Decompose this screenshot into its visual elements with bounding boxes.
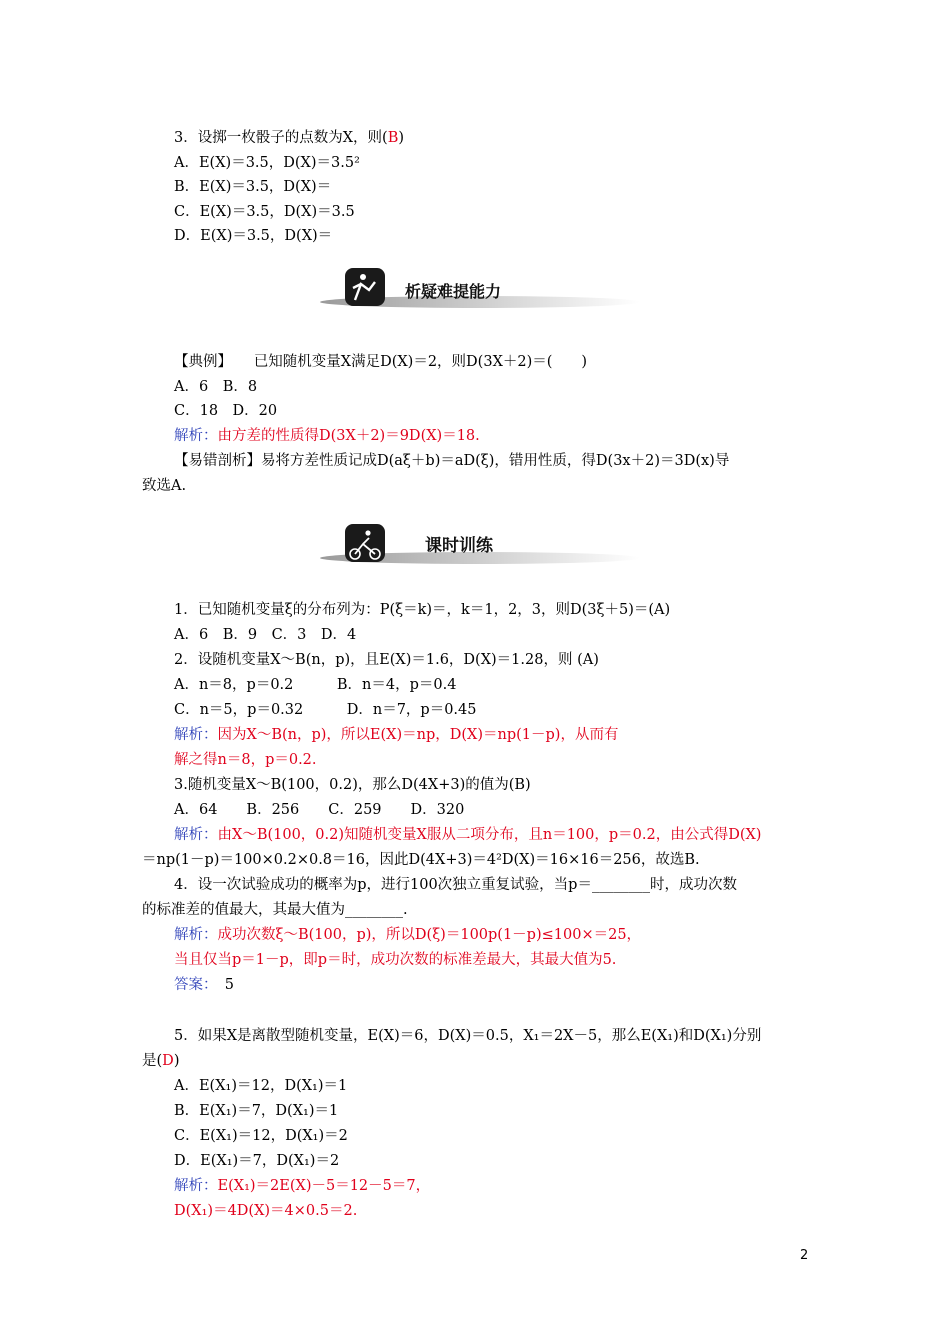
practice-q2-stem: 2．设随机变量X～B(n，p)，且E(X)＝1.6，D(X)＝1.28，则 (A) [174, 652, 599, 668]
practice-q5-solution-1: 解析：E(X₁)＝2E(X)－5＝12－5＝7， [174, 1178, 431, 1194]
q3-stem: 3．设掷一枚骰子的点数为X，则(B) [174, 130, 405, 146]
practice-q5-option-b: B．E(X₁)＝7，D(X₁)＝1 [174, 1103, 339, 1119]
practice-q3-solution-1: 解析：由X～B(100，0.2)知随机变量X服从二项分布，且n＝100，p＝0.2，由公式得D(X) [174, 827, 762, 843]
banner-text: 析疑难提能力 [405, 282, 502, 301]
practice-q2-options-ab: A．n＝8，p＝0.2 B．n＝4，p＝0.4 [174, 677, 457, 693]
practice-q4-answer: 答案： 5 [174, 977, 234, 993]
q3-option-b: B．E(X)＝3.5，D(X)＝ [174, 179, 332, 195]
practice-q1-options: A．6 B．9 C．3 D．4 [174, 627, 357, 643]
section-banner-practice [305, 518, 645, 568]
practice-q5-option-c: C．E(X₁)＝12，D(X₁)＝2 [174, 1128, 348, 1144]
example-solution: 解析：由方差的性质得D(3X＋2)＝9D(X)＝18. [174, 428, 480, 444]
practice-q4-solution-2: 当且仅当p＝1－p，即p＝时，成功次数的标准差最大，其最大值为5. [174, 952, 617, 968]
practice-q2-solution-2: 解之得n＝8，p＝0.2. [174, 752, 317, 768]
page-number: 2 [800, 1248, 809, 1263]
example-error-analysis-2: 致选A. [142, 478, 187, 494]
practice-q3-solution-2: ＝np(1－p)＝100×0.2×0.8＝16，因此D(4X+3)＝4²D(X)＝16×16＝256，故选B. [142, 852, 700, 868]
q3-option-c: C．E(X)＝3.5，D(X)＝3.5 [174, 204, 355, 220]
practice-q5-option-d: D．E(X₁)＝7，D(X₁)＝2 [174, 1153, 340, 1169]
practice-q4-stem-1: 4．设一次试验成功的概率为p，进行100次独立重复试验，当p＝________时，成功次数 [174, 877, 737, 893]
practice-q5-solution-2: D(X₁)＝4D(X)＝4×0.5＝2. [174, 1203, 358, 1219]
q3-option-a: A．E(X)＝3.5，D(X)＝3.5² [174, 155, 360, 171]
practice-q5-option-a: A．E(X₁)＝12，D(X₁)＝1 [174, 1078, 348, 1094]
practice-q5-stem-1: 5．如果X是离散型随机变量，E(X)＝6，D(X)＝0.5，X₁＝2X－5，那么E(X₁)和D(X₁)分别 [174, 1028, 762, 1044]
example-error-analysis-1: 【易错剖析】易将方差性质记成D(aξ＋b)＝aD(ξ)，错用性质，得D(3x＋2)＝3D(x)导 [174, 453, 730, 469]
q3-option-d: D．E(X)＝3.5，D(X)＝ [174, 228, 333, 244]
practice-q2-options-cd: C．n＝5，p＝0.32 D．n＝7，p＝0.45 [174, 702, 477, 718]
practice-q4-solution-1: 解析：成功次数ξ～B(100，p)，所以D(ξ)＝100p(1－p)≤100×＝25， [174, 927, 642, 943]
practice-q3-stem: 3.随机变量X～B(100，0.2)，那么D(4X+3)的值为(B) [174, 777, 531, 793]
banner-text: 课时训练 [425, 536, 493, 556]
example-options-cd: C．18 D．20 [174, 403, 278, 419]
practice-q3-options: A．64 B．256 C．259 D．320 [174, 802, 465, 818]
section-banner-analysis [305, 262, 645, 312]
practice-q5-stem-2: 是(D) [142, 1053, 180, 1069]
practice-q1-stem: 1．已知随机变量ξ的分布列为：P(ξ＝k)＝，k＝1，2，3，则D(3ξ＋5)＝(A) [174, 602, 671, 618]
practice-q4-stem-2: 的标准差的值最大，其最大值为________. [142, 902, 408, 918]
example-options-ab: A．6 B．8 [174, 379, 258, 395]
example-stem: 【典例】 已知随机变量X满足D(X)＝2，则D(3X＋2)＝( ) [174, 354, 588, 370]
practice-q2-solution-1: 解析：因为X～B(n，p)，所以E(X)＝np，D(X)＝np(1－p)，从而有 [174, 727, 619, 743]
